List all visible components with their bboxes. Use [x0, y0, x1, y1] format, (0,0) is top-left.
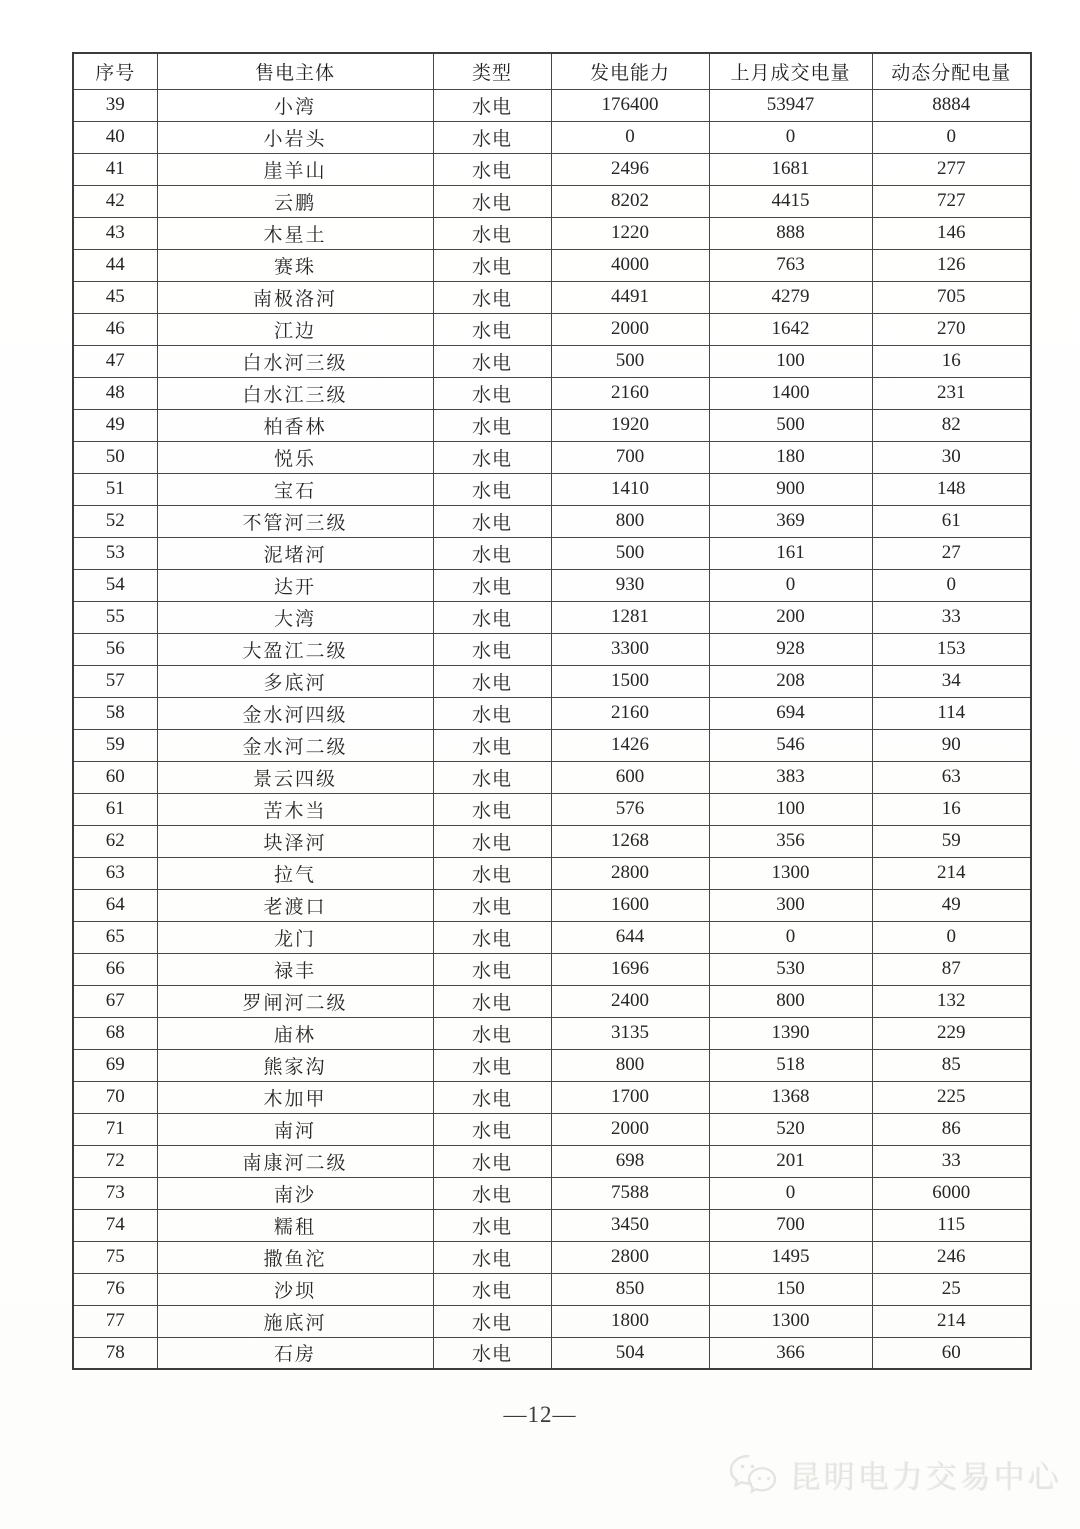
entity-name-cell: 糯租 [157, 1209, 433, 1241]
generation-capacity-cell: 700 [551, 441, 709, 473]
table-row [73, 1305, 1031, 1337]
entity-name-cell: 崖羊山 [157, 153, 433, 185]
row-serial-number-cell: 77 [73, 1305, 157, 1337]
row-serial-number-cell: 76 [73, 1273, 157, 1305]
entity-name-cell: 罗闸河二级 [157, 985, 433, 1017]
table-row [73, 1081, 1031, 1113]
entity-name-cell: 庙林 [157, 1017, 433, 1049]
entity-name-cell: 泥堵河 [157, 537, 433, 569]
last-month-volume-cell: 1368 [709, 1081, 872, 1113]
last-month-volume-cell: 763 [709, 249, 872, 281]
last-month-volume-cell: 1642 [709, 313, 872, 345]
entity-name-cell: 赛珠 [157, 249, 433, 281]
type-cell: 水电 [433, 121, 551, 153]
entity-name-cell: 撒鱼沱 [157, 1241, 433, 1273]
power-allocation-table-container [72, 52, 1030, 1370]
table-row [73, 1273, 1031, 1305]
table-row [73, 569, 1031, 601]
table-row [73, 889, 1031, 921]
row-serial-number-cell: 44 [73, 249, 157, 281]
row-serial-number-cell: 68 [73, 1017, 157, 1049]
watermark-text: 昆明电力交易中心 [790, 1460, 1062, 1495]
row-serial-number-cell: 61 [73, 793, 157, 825]
type-cell: 水电 [433, 1337, 551, 1369]
dynamic-allocation-cell: 34 [872, 665, 1031, 697]
entity-name-cell: 沙坝 [157, 1273, 433, 1305]
row-serial-number-cell: 72 [73, 1145, 157, 1177]
type-cell: 水电 [433, 729, 551, 761]
table-body [73, 89, 1031, 1369]
generation-capacity-cell: 2000 [551, 313, 709, 345]
dynamic-allocation-cell: 85 [872, 1049, 1031, 1081]
last-month-volume-cell: 383 [709, 761, 872, 793]
dynamic-allocation-cell: 87 [872, 953, 1031, 985]
entity-name-cell: 白水河三级 [157, 345, 433, 377]
watermark [728, 1452, 1062, 1497]
dynamic-allocation-cell: 60 [872, 1337, 1031, 1369]
last-month-volume-cell: 100 [709, 793, 872, 825]
row-serial-number-cell: 47 [73, 345, 157, 377]
dynamic-allocation-cell: 132 [872, 985, 1031, 1017]
last-month-volume-cell: 530 [709, 953, 872, 985]
entity-name-cell: 云鹏 [157, 185, 433, 217]
row-serial-number-cell: 60 [73, 761, 157, 793]
row-serial-number-cell: 75 [73, 1241, 157, 1273]
generation-capacity-cell: 600 [551, 761, 709, 793]
header-serial-number: 序号 [73, 53, 157, 89]
type-cell: 水电 [433, 89, 551, 121]
type-cell: 水电 [433, 505, 551, 537]
generation-capacity-cell: 1268 [551, 825, 709, 857]
generation-capacity-cell: 2160 [551, 377, 709, 409]
entity-name-cell: 南河 [157, 1113, 433, 1145]
entity-name-cell: 达开 [157, 569, 433, 601]
generation-capacity-cell: 3300 [551, 633, 709, 665]
entity-name-cell: 老渡口 [157, 889, 433, 921]
last-month-volume-cell: 800 [709, 985, 872, 1017]
type-cell: 水电 [433, 793, 551, 825]
table-row [73, 89, 1031, 121]
entity-name-cell: 施底河 [157, 1305, 433, 1337]
generation-capacity-cell: 800 [551, 1049, 709, 1081]
header-selling-entity: 售电主体 [157, 53, 433, 89]
table-row [73, 1337, 1031, 1369]
generation-capacity-cell: 3135 [551, 1017, 709, 1049]
type-cell: 水电 [433, 569, 551, 601]
row-serial-number-cell: 59 [73, 729, 157, 761]
row-serial-number-cell: 71 [73, 1113, 157, 1145]
dynamic-allocation-cell: 225 [872, 1081, 1031, 1113]
entity-name-cell: 小岩头 [157, 121, 433, 153]
dynamic-allocation-cell: 146 [872, 217, 1031, 249]
row-serial-number-cell: 62 [73, 825, 157, 857]
dynamic-allocation-cell: 61 [872, 505, 1031, 537]
generation-capacity-cell: 2800 [551, 857, 709, 889]
generation-capacity-cell: 698 [551, 1145, 709, 1177]
entity-name-cell: 龙门 [157, 921, 433, 953]
table-row [73, 217, 1031, 249]
generation-capacity-cell: 2000 [551, 1113, 709, 1145]
last-month-volume-cell: 366 [709, 1337, 872, 1369]
header-last-month-volume: 上月成交电量 [709, 53, 872, 89]
generation-capacity-cell: 504 [551, 1337, 709, 1369]
row-serial-number-cell: 74 [73, 1209, 157, 1241]
wechat-icon [728, 1453, 780, 1497]
row-serial-number-cell: 63 [73, 857, 157, 889]
entity-name-cell: 木加甲 [157, 1081, 433, 1113]
row-serial-number-cell: 57 [73, 665, 157, 697]
table-row [73, 441, 1031, 473]
generation-capacity-cell: 2160 [551, 697, 709, 729]
generation-capacity-cell: 576 [551, 793, 709, 825]
row-serial-number-cell: 69 [73, 1049, 157, 1081]
type-cell: 水电 [433, 345, 551, 377]
dynamic-allocation-cell: 6000 [872, 1177, 1031, 1209]
generation-capacity-cell: 500 [551, 537, 709, 569]
dynamic-allocation-cell: 148 [872, 473, 1031, 505]
generation-capacity-cell: 3450 [551, 1209, 709, 1241]
entity-name-cell: 不管河三级 [157, 505, 433, 537]
type-cell: 水电 [433, 1113, 551, 1145]
last-month-volume-cell: 900 [709, 473, 872, 505]
row-serial-number-cell: 45 [73, 281, 157, 313]
dynamic-allocation-cell: 229 [872, 1017, 1031, 1049]
entity-name-cell: 金水河二级 [157, 729, 433, 761]
table-row [73, 953, 1031, 985]
entity-name-cell: 大盈江二级 [157, 633, 433, 665]
row-serial-number-cell: 66 [73, 953, 157, 985]
row-serial-number-cell: 50 [73, 441, 157, 473]
last-month-volume-cell: 700 [709, 1209, 872, 1241]
table-row [73, 1113, 1031, 1145]
row-serial-number-cell: 49 [73, 409, 157, 441]
entity-name-cell: 拉气 [157, 857, 433, 889]
entity-name-cell: 木星土 [157, 217, 433, 249]
type-cell: 水电 [433, 313, 551, 345]
table-row [73, 1177, 1031, 1209]
type-cell: 水电 [433, 441, 551, 473]
table-row [73, 633, 1031, 665]
dynamic-allocation-cell: 214 [872, 857, 1031, 889]
last-month-volume-cell: 0 [709, 121, 872, 153]
dynamic-allocation-cell: 0 [872, 121, 1031, 153]
table-row [73, 1049, 1031, 1081]
row-serial-number-cell: 65 [73, 921, 157, 953]
last-month-volume-cell: 500 [709, 409, 872, 441]
last-month-volume-cell: 4415 [709, 185, 872, 217]
dynamic-allocation-cell: 705 [872, 281, 1031, 313]
generation-capacity-cell: 1800 [551, 1305, 709, 1337]
dynamic-allocation-cell: 246 [872, 1241, 1031, 1273]
entity-name-cell: 大湾 [157, 601, 433, 633]
table-row [73, 857, 1031, 889]
last-month-volume-cell: 208 [709, 665, 872, 697]
dynamic-allocation-cell: 270 [872, 313, 1031, 345]
table-row [73, 761, 1031, 793]
type-cell: 水电 [433, 153, 551, 185]
type-cell: 水电 [433, 825, 551, 857]
entity-name-cell: 多底河 [157, 665, 433, 697]
last-month-volume-cell: 300 [709, 889, 872, 921]
generation-capacity-cell: 1600 [551, 889, 709, 921]
type-cell: 水电 [433, 665, 551, 697]
last-month-volume-cell: 1495 [709, 1241, 872, 1273]
type-cell: 水电 [433, 921, 551, 953]
dynamic-allocation-cell: 16 [872, 345, 1031, 377]
generation-capacity-cell: 1500 [551, 665, 709, 697]
row-serial-number-cell: 55 [73, 601, 157, 633]
last-month-volume-cell: 53947 [709, 89, 872, 121]
generation-capacity-cell: 2800 [551, 1241, 709, 1273]
last-month-volume-cell: 180 [709, 441, 872, 473]
generation-capacity-cell: 2496 [551, 153, 709, 185]
table-row [73, 121, 1031, 153]
row-serial-number-cell: 39 [73, 89, 157, 121]
table-row [73, 793, 1031, 825]
table-row [73, 409, 1031, 441]
dynamic-allocation-cell: 33 [872, 601, 1031, 633]
row-serial-number-cell: 48 [73, 377, 157, 409]
last-month-volume-cell: 1300 [709, 857, 872, 889]
last-month-volume-cell: 369 [709, 505, 872, 537]
last-month-volume-cell: 888 [709, 217, 872, 249]
type-cell: 水电 [433, 249, 551, 281]
entity-name-cell: 金水河四级 [157, 697, 433, 729]
type-cell: 水电 [433, 377, 551, 409]
generation-capacity-cell: 1410 [551, 473, 709, 505]
dynamic-allocation-cell: 214 [872, 1305, 1031, 1337]
generation-capacity-cell: 800 [551, 505, 709, 537]
last-month-volume-cell: 161 [709, 537, 872, 569]
last-month-volume-cell: 1300 [709, 1305, 872, 1337]
dynamic-allocation-cell: 126 [872, 249, 1031, 281]
dynamic-allocation-cell: 90 [872, 729, 1031, 761]
generation-capacity-cell: 7588 [551, 1177, 709, 1209]
dynamic-allocation-cell: 16 [872, 793, 1031, 825]
generation-capacity-cell: 1700 [551, 1081, 709, 1113]
table-row [73, 281, 1031, 313]
last-month-volume-cell: 201 [709, 1145, 872, 1177]
dynamic-allocation-cell: 30 [872, 441, 1031, 473]
row-serial-number-cell: 52 [73, 505, 157, 537]
entity-name-cell: 景云四级 [157, 761, 433, 793]
last-month-volume-cell: 546 [709, 729, 872, 761]
last-month-volume-cell: 518 [709, 1049, 872, 1081]
last-month-volume-cell: 520 [709, 1113, 872, 1145]
type-cell: 水电 [433, 185, 551, 217]
row-serial-number-cell: 78 [73, 1337, 157, 1369]
type-cell: 水电 [433, 473, 551, 505]
dynamic-allocation-cell: 59 [872, 825, 1031, 857]
last-month-volume-cell: 0 [709, 569, 872, 601]
table-row [73, 729, 1031, 761]
row-serial-number-cell: 42 [73, 185, 157, 217]
row-serial-number-cell: 56 [73, 633, 157, 665]
type-cell: 水电 [433, 1017, 551, 1049]
entity-name-cell: 熊家沟 [157, 1049, 433, 1081]
table-row [73, 985, 1031, 1017]
dynamic-allocation-cell: 8884 [872, 89, 1031, 121]
last-month-volume-cell: 1400 [709, 377, 872, 409]
row-serial-number-cell: 43 [73, 217, 157, 249]
row-serial-number-cell: 40 [73, 121, 157, 153]
row-serial-number-cell: 54 [73, 569, 157, 601]
type-cell: 水电 [433, 1305, 551, 1337]
entity-name-cell: 南极洛河 [157, 281, 433, 313]
table-row [73, 377, 1031, 409]
dynamic-allocation-cell: 231 [872, 377, 1031, 409]
type-cell: 水电 [433, 697, 551, 729]
type-cell: 水电 [433, 761, 551, 793]
row-serial-number-cell: 41 [73, 153, 157, 185]
last-month-volume-cell: 356 [709, 825, 872, 857]
table-row [73, 697, 1031, 729]
header-dynamic-allocation: 动态分配电量 [872, 53, 1031, 89]
entity-name-cell: 江边 [157, 313, 433, 345]
row-serial-number-cell: 46 [73, 313, 157, 345]
last-month-volume-cell: 100 [709, 345, 872, 377]
type-cell: 水电 [433, 985, 551, 1017]
type-cell: 水电 [433, 1177, 551, 1209]
generation-capacity-cell: 500 [551, 345, 709, 377]
table-row [73, 1241, 1031, 1273]
type-cell: 水电 [433, 1049, 551, 1081]
generation-capacity-cell: 4000 [551, 249, 709, 281]
last-month-volume-cell: 1390 [709, 1017, 872, 1049]
row-serial-number-cell: 51 [73, 473, 157, 505]
table-row [73, 153, 1031, 185]
last-month-volume-cell: 200 [709, 601, 872, 633]
last-month-volume-cell: 1681 [709, 153, 872, 185]
entity-name-cell: 白水江三级 [157, 377, 433, 409]
generation-capacity-cell: 1281 [551, 601, 709, 633]
table-row [73, 505, 1031, 537]
last-month-volume-cell: 4279 [709, 281, 872, 313]
dynamic-allocation-cell: 727 [872, 185, 1031, 217]
type-cell: 水电 [433, 601, 551, 633]
dynamic-allocation-cell: 114 [872, 697, 1031, 729]
table-row [73, 1145, 1031, 1177]
generation-capacity-cell: 4491 [551, 281, 709, 313]
row-serial-number-cell: 64 [73, 889, 157, 921]
generation-capacity-cell: 1426 [551, 729, 709, 761]
dynamic-allocation-cell: 86 [872, 1113, 1031, 1145]
dynamic-allocation-cell: 153 [872, 633, 1031, 665]
entity-name-cell: 苦木当 [157, 793, 433, 825]
table-row [73, 345, 1031, 377]
generation-capacity-cell: 0 [551, 121, 709, 153]
table-row [73, 313, 1031, 345]
entity-name-cell: 块泽河 [157, 825, 433, 857]
table-row [73, 825, 1031, 857]
table-row [73, 249, 1031, 281]
row-serial-number-cell: 67 [73, 985, 157, 1017]
generation-capacity-cell: 850 [551, 1273, 709, 1305]
entity-name-cell: 小湾 [157, 89, 433, 121]
power-allocation-table [72, 52, 1032, 1370]
type-cell: 水电 [433, 217, 551, 249]
table-row [73, 1017, 1031, 1049]
entity-name-cell: 柏香林 [157, 409, 433, 441]
type-cell: 水电 [433, 281, 551, 313]
table-row [73, 473, 1031, 505]
dynamic-allocation-cell: 27 [872, 537, 1031, 569]
generation-capacity-cell: 8202 [551, 185, 709, 217]
last-month-volume-cell: 694 [709, 697, 872, 729]
dynamic-allocation-cell: 25 [872, 1273, 1031, 1305]
header-generation-capacity: 发电能力 [551, 53, 709, 89]
table-row [73, 185, 1031, 217]
table-header-row [73, 53, 1031, 89]
type-cell: 水电 [433, 409, 551, 441]
generation-capacity-cell: 1220 [551, 217, 709, 249]
dynamic-allocation-cell: 49 [872, 889, 1031, 921]
dynamic-allocation-cell: 63 [872, 761, 1031, 793]
generation-capacity-cell: 1920 [551, 409, 709, 441]
entity-name-cell: 石房 [157, 1337, 433, 1369]
entity-name-cell: 南沙 [157, 1177, 433, 1209]
row-serial-number-cell: 53 [73, 537, 157, 569]
type-cell: 水电 [433, 1209, 551, 1241]
entity-name-cell: 南康河二级 [157, 1145, 433, 1177]
table-row [73, 601, 1031, 633]
entity-name-cell: 悦乐 [157, 441, 433, 473]
last-month-volume-cell: 0 [709, 1177, 872, 1209]
type-cell: 水电 [433, 1241, 551, 1273]
generation-capacity-cell: 930 [551, 569, 709, 601]
dynamic-allocation-cell: 115 [872, 1209, 1031, 1241]
generation-capacity-cell: 176400 [551, 89, 709, 121]
table-row [73, 921, 1031, 953]
type-cell: 水电 [433, 857, 551, 889]
type-cell: 水电 [433, 633, 551, 665]
dynamic-allocation-cell: 0 [872, 921, 1031, 953]
dynamic-allocation-cell: 0 [872, 569, 1031, 601]
dynamic-allocation-cell: 33 [872, 1145, 1031, 1177]
row-serial-number-cell: 70 [73, 1081, 157, 1113]
dynamic-allocation-cell: 277 [872, 153, 1031, 185]
type-cell: 水电 [433, 537, 551, 569]
table-row [73, 1209, 1031, 1241]
last-month-volume-cell: 928 [709, 633, 872, 665]
type-cell: 水电 [433, 1145, 551, 1177]
type-cell: 水电 [433, 889, 551, 921]
generation-capacity-cell: 644 [551, 921, 709, 953]
row-serial-number-cell: 73 [73, 1177, 157, 1209]
table-row [73, 665, 1031, 697]
type-cell: 水电 [433, 1273, 551, 1305]
generation-capacity-cell: 1696 [551, 953, 709, 985]
entity-name-cell: 宝石 [157, 473, 433, 505]
type-cell: 水电 [433, 953, 551, 985]
row-serial-number-cell: 58 [73, 697, 157, 729]
dynamic-allocation-cell: 82 [872, 409, 1031, 441]
table-row [73, 537, 1031, 569]
last-month-volume-cell: 0 [709, 921, 872, 953]
type-cell: 水电 [433, 1081, 551, 1113]
last-month-volume-cell: 150 [709, 1273, 872, 1305]
page-number: —12— [503, 1402, 577, 1427]
generation-capacity-cell: 2400 [551, 985, 709, 1017]
header-type: 类型 [433, 53, 551, 89]
entity-name-cell: 禄丰 [157, 953, 433, 985]
